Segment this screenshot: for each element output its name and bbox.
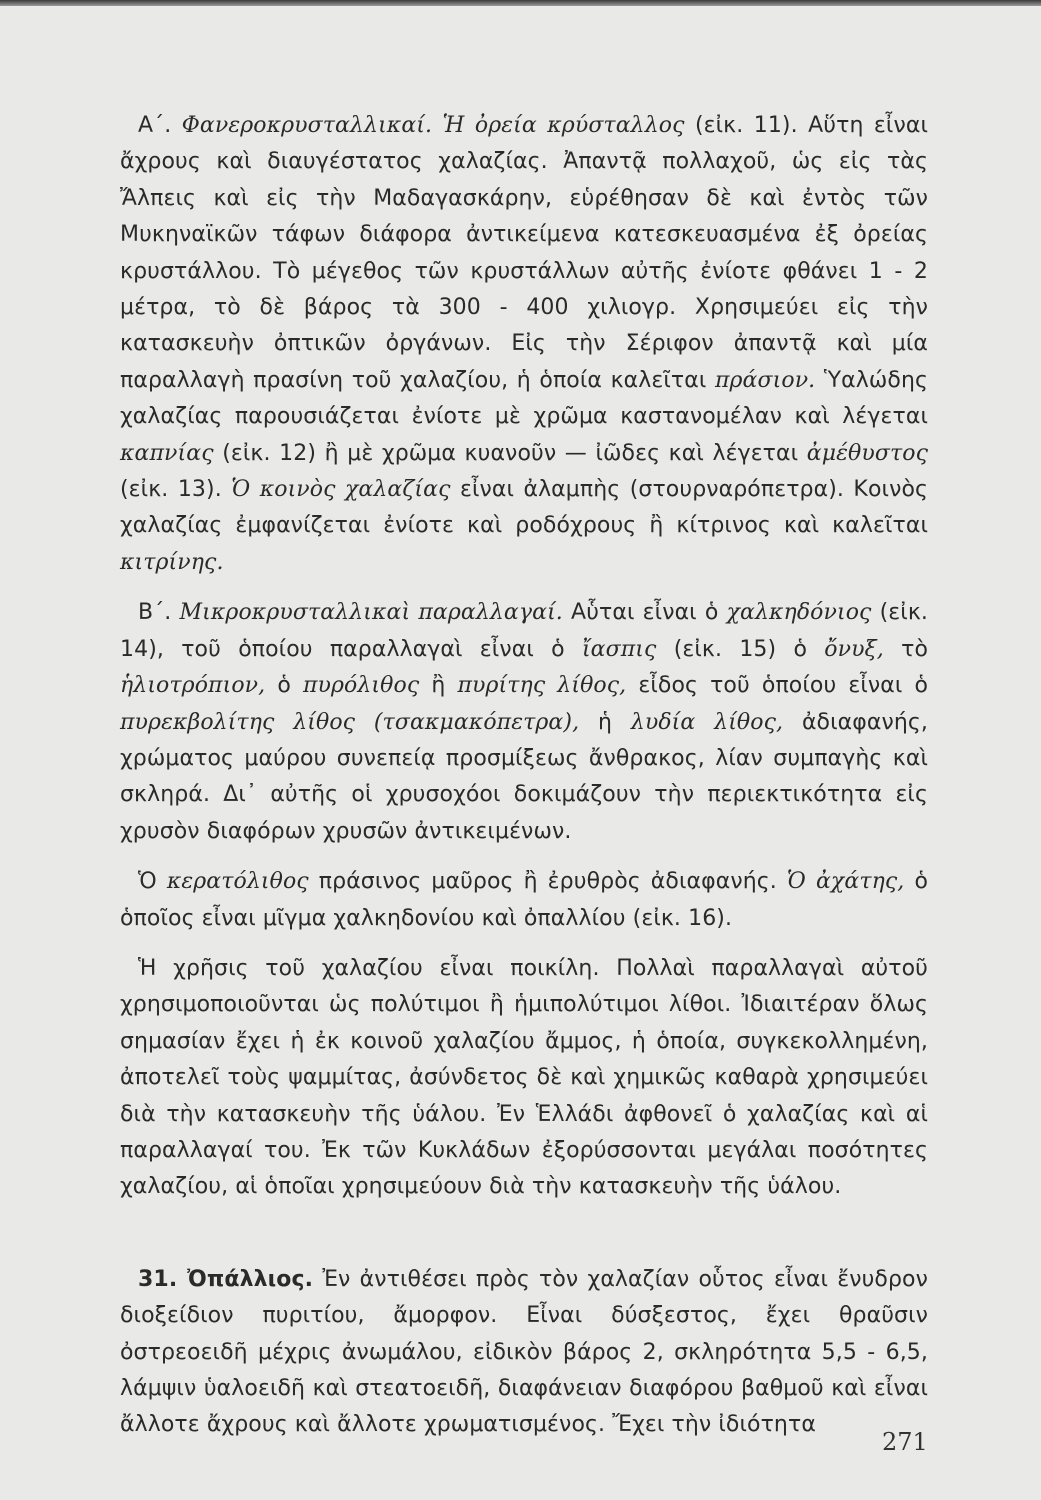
section-heading-opal: 31. Ὀπάλλιος. xyxy=(138,1266,314,1292)
term-heliotrope: ἡλιοτρόπιον, xyxy=(120,673,266,699)
paragraph-hornstone-agate xyxy=(120,864,928,937)
paragraph-quartz-uses xyxy=(120,951,928,1206)
text-segment: εἶδος τοῦ ὁποίου εἶναι ὁ xyxy=(638,673,929,699)
text-segment: (εἰκ. 12) ἢ μὲ χρῶμα κυανοῦν — ἰῶδες καὶ λέγεται xyxy=(222,440,799,466)
text-segment: ὁ xyxy=(277,673,291,699)
text-segment: τὸ xyxy=(901,636,929,662)
term-firestone: πυρεκβολίτης λίθος (τσακμακόπετρα), xyxy=(120,709,580,735)
paragraph-opal xyxy=(120,1262,928,1444)
section-label-a: Α΄. xyxy=(138,113,172,138)
text-segment: εἶναι ἀλαμπὴς (στουρναρόπετρα). Κοινὸς χαλαζίας ἐμφανίζεται ἐνίοτε καὶ ροδόχρους ἢ κίτρινος καὶ καλεῖται xyxy=(120,477,929,539)
text-segment: (εἰκ. 11). Αὕτη εἶναι ἄχρους καὶ διαυγέστατος χαλαζίας. Ἀπαντᾷ πολλαχοῦ, ὡς εἰς τὰς Ἄλπεις καὶ εἰς τὴν Μαδαγασκάρην, εὑρέθησαν δὲ καὶ ἐντὸς τῶν Μυκηναϊκῶν τάφων διάφορα ἀντικείμενα κατεσκευασμένα ἐξ ὀρείας κρυστάλλου. Τὸ μέγεθος τῶν κρυστάλλων αὐτῆς ἐνίοτε φθάνει 1 - 2 μέτρα, τὸ δὲ βάρος τὰ 300 - 400 χιλιογρ. Χρησιμεύει εἰς τὴν κατασκευὴν ὀπτικῶν ὀργάνων. Εἰς τὴν Σέριφον ἀπαντᾷ καὶ μία παραλλαγὴ πρασίνη τοῦ χαλαζίου, ἡ ὁποία καλεῖται xyxy=(120,113,928,393)
text-segment: Ἡ χρῆσις τοῦ χαλαζίου εἶναι ποικίλη. Πολλαὶ παραλλαγαὶ αὐτοῦ χρησιμοποιοῦνται ὡς πολύτιμοι ἢ ἡμιπολύτιμοι λίθοι. Ἰδιαιτέραν ὅλως σημασίαν ἔχει ἡ ἐκ κοινοῦ χαλαζίου ἄμμος, ἡ ὁποία, συγκεκολλημένη, ἀποτελεῖ τοὺς ψαμμίτας, ἀσύνδετος δὲ καὶ χημικῶς καθαρὰ χρησιμεύει διὰ τὴν κατασκευὴν τῆς ὑάλου. Ἐν Ἑλλάδι ἀφθονεῖ ὁ χαλαζίας καὶ αἱ παραλλαγαί του. Ἐκ τῶν Κυκλάδων ἐξορύσσονται μεγάλαι ποσότητες χαλαζίου, αἱ ὁποῖαι χρησιμεύουν διὰ τὴν κατασκευὴν τῆς ὑάλου. xyxy=(120,955,928,1200)
section-spacer xyxy=(120,1220,928,1262)
term-lydian-stone: λυδία λίθος, xyxy=(630,709,784,735)
paragraph-microcrystalline xyxy=(120,595,928,850)
term-prasion: πράσιον. xyxy=(714,367,816,393)
term-rock-crystal: Ἡ ὀρεία κρύσταλλος xyxy=(442,113,685,138)
term-agate: Ὁ ἀχάτης, xyxy=(786,869,905,895)
term-chalcedony: χαλκηδόνιος xyxy=(726,600,872,626)
term-common-quartz: Ὁ κοινὸς χαλαζίας xyxy=(231,477,451,503)
term-pyritis: πυρίτης λίθος, xyxy=(457,673,627,699)
term-amethystos: ἀμέθυστος xyxy=(806,440,928,466)
text-segment: (εἰκ. 14), τοῦ ὁποίου παραλλαγαὶ εἶναι ὁ xyxy=(120,600,929,662)
term-onyx: ὄνυξ, xyxy=(824,636,884,662)
text-segment: (εἰκ. 13). xyxy=(120,477,222,503)
term-jasper: ἴασπις xyxy=(581,636,657,662)
text-segment: ἀδιαφανής, χρώματος μαύρου συνεπείᾳ προσμίξεως ἄνθρακος, λίαν συμπαγὴς καὶ σκληρά. Δι᾿ αὐτῆς οἱ χρυσοχόοι δοκιμάζουν τὴν περιεκτικότητα εἰς χρυσὸν διαφόρων χρυσῶν ἀντικειμένων. xyxy=(120,709,928,844)
page-body xyxy=(120,108,928,1458)
text-segment: Ὑαλώδης χαλαζίας παρουσιάζεται ἐνίοτε μὲ χρῶμα καστανομέλαν καὶ λέγεται xyxy=(120,367,929,430)
text-segment: ἢ xyxy=(431,673,446,699)
text-segment: ὁ ὁποῖος εἶναι μῖγμα χαλκηδονίου καὶ ὀπαλλίου (εἰκ. 16). xyxy=(120,869,928,931)
paragraph-phanerocrystalline xyxy=(120,108,928,581)
term-kapnias: καπνίας xyxy=(120,440,214,466)
page-top-edge xyxy=(0,0,1041,6)
text-segment: Ὁ xyxy=(138,869,157,895)
page-number: 271 xyxy=(882,1428,928,1456)
term-microcrystalline: Μικροκρυσταλλικαὶ παραλλαγαί. xyxy=(179,600,563,626)
term-flint: πυρόλιθος xyxy=(302,673,420,699)
text-segment: Ἐν ἀντιθέσει πρὸς τὸν χαλαζίαν οὗτος εἶναι ἔνυδρον διοξείδιον πυριτίου, ἄμορφον. Εἶναι δύσξεστος, ἔχει θραῦσιν ὀστρεοειδῆ μέχρις ἀνωμάλου, εἰδικὸν βάρος 2, σκληρότητα 5,5 - 6,5, λάμψιν ὑαλοειδῆ καὶ στεατοειδῆ, διαφάνειαν διαφόρου βαθμοῦ καὶ εἶναι ἄλλοτε ἄχρους καὶ ἄλλοτε χρωματισμένος. Ἔχει τὴν ἰδιότητα xyxy=(120,1266,929,1438)
text-segment: πράσινος μαῦρος ἢ ἐρυθρὸς ἀδιαφανής. xyxy=(318,869,777,895)
text-segment: Αὗται εἶναι ὁ xyxy=(571,600,719,626)
section-label-b: Β΄. xyxy=(138,600,172,626)
text-segment: (εἰκ. 15) ὁ xyxy=(673,636,808,662)
term-hornstone: κερατόλιθος xyxy=(166,869,309,895)
term-kitrinis: κιτρίνης. xyxy=(120,549,224,575)
term-phanerocrystalline: Φανεροκρυσταλλικαί. xyxy=(181,113,433,138)
text-segment: ἡ xyxy=(597,709,613,735)
